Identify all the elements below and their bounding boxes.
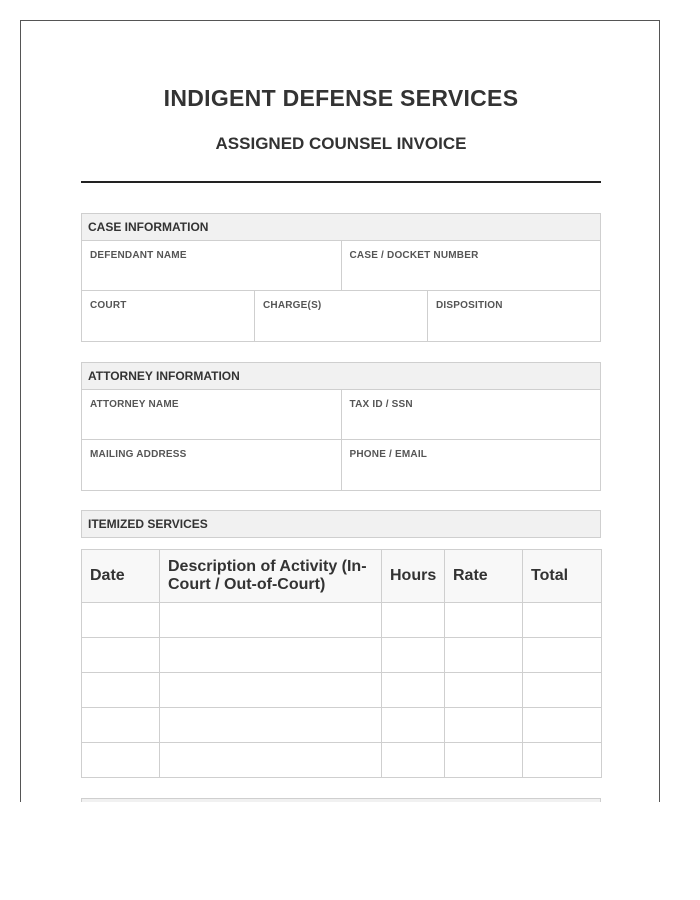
rate-cell[interactable]	[445, 708, 523, 743]
services-header-row	[82, 550, 602, 603]
rate-cell[interactable]	[445, 743, 523, 778]
case-info-row-1	[82, 241, 600, 291]
table-row	[82, 708, 602, 743]
disposition-field[interactable]	[428, 291, 600, 341]
description-cell[interactable]	[160, 708, 382, 743]
column-header-hours: Hours	[382, 550, 445, 603]
date-cell[interactable]	[82, 743, 160, 778]
hours-cell[interactable]	[382, 603, 445, 638]
attorney-information-section	[81, 362, 601, 491]
column-header-description: Description of Activity (In-Court / Out-of-Court)	[160, 550, 382, 603]
date-cell[interactable]	[82, 638, 160, 673]
table-row	[82, 638, 602, 673]
column-header-rate: Rate	[445, 550, 523, 603]
tax-id-field[interactable]	[342, 390, 601, 439]
attorney-name-field[interactable]	[82, 390, 342, 439]
column-header-date: Date	[82, 550, 160, 603]
hours-cell[interactable]	[382, 743, 445, 778]
invoice-page	[20, 20, 660, 802]
case-information-section	[81, 213, 601, 342]
rate-cell[interactable]	[445, 638, 523, 673]
mailing-address-label: MAILING ADDRESS	[90, 449, 187, 460]
description-cell[interactable]	[160, 743, 382, 778]
total-cell[interactable]	[523, 708, 602, 743]
tax-id-label: TAX ID / SSN	[349, 399, 413, 410]
rate-cell[interactable]	[445, 603, 523, 638]
title-divider	[81, 181, 601, 183]
charges-label: CHARGE(S)	[263, 300, 322, 311]
disposition-label: DISPOSITION	[436, 300, 503, 311]
hours-cell[interactable]	[382, 708, 445, 743]
total-cell[interactable]	[523, 638, 602, 673]
date-cell[interactable]	[82, 603, 160, 638]
defendant-name-field[interactable]	[82, 241, 342, 290]
court-field[interactable]	[82, 291, 255, 341]
attorney-info-row-1	[82, 390, 600, 440]
attorney-information-heading: ATTORNEY INFORMATION	[82, 363, 600, 390]
rate-cell[interactable]	[445, 673, 523, 708]
attorney-info-row-2	[82, 440, 600, 490]
hours-cell[interactable]	[382, 638, 445, 673]
case-info-row-2	[82, 291, 600, 341]
description-cell[interactable]	[160, 673, 382, 708]
case-docket-number-field[interactable]	[342, 241, 601, 290]
next-section-header	[81, 798, 601, 802]
date-cell[interactable]	[82, 673, 160, 708]
phone-email-label: PHONE / EMAIL	[349, 449, 428, 460]
phone-email-field[interactable]	[342, 440, 601, 490]
itemized-services-heading: ITEMIZED SERVICES	[81, 510, 601, 538]
page-title: INDIGENT DEFENSE SERVICES	[163, 85, 519, 111]
total-cell[interactable]	[523, 743, 602, 778]
case-docket-number-label: CASE / DOCKET NUMBER	[349, 250, 479, 261]
table-row	[82, 743, 602, 778]
itemized-services-table	[81, 549, 602, 778]
date-cell[interactable]	[82, 708, 160, 743]
mailing-address-field[interactable]	[82, 440, 342, 490]
attorney-name-label: ATTORNEY NAME	[90, 399, 179, 410]
defendant-name-label: DEFENDANT NAME	[90, 250, 187, 261]
services-table-body	[82, 603, 602, 778]
total-cell[interactable]	[523, 603, 602, 638]
column-header-total: Total	[523, 550, 602, 603]
table-row	[82, 603, 602, 638]
hours-cell[interactable]	[382, 673, 445, 708]
case-information-heading: CASE INFORMATION	[82, 214, 600, 241]
description-cell[interactable]	[160, 603, 382, 638]
charges-field[interactable]	[255, 291, 428, 341]
table-row	[82, 673, 602, 708]
court-label: COURT	[90, 300, 127, 311]
page-subtitle: ASSIGNED COUNSEL INVOICE	[215, 134, 467, 153]
total-cell[interactable]	[523, 673, 602, 708]
description-cell[interactable]	[160, 638, 382, 673]
